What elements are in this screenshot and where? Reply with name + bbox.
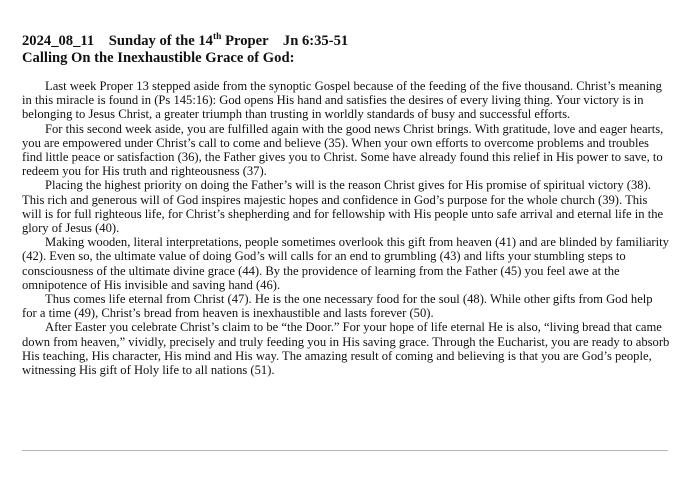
horizontal-divider [22,450,668,451]
liturgical-day-prefix: Sunday of the 14 [108,33,213,49]
sermon-date: 2024_08_11 [22,33,95,49]
document-title [22,33,670,50]
sermon-subtitle: Calling On the Inexhaustible Grace of God: [22,50,295,66]
ordinal-suffix: th [212,32,222,43]
liturgical-day [109,33,269,49]
paragraph-1: Last week Proper 13 stepped aside from the synoptic Gospel because of the feeding of the five thousand. Christ’s meaning in this miracle is found in (Ps 145:16): God opens His hand and satisfies the desires of every living thing. Your victory is in belonging to Jesus Christ, a greater triumph than trusting in worldly standards of busy and successful efforts. [22,79,662,122]
paragraph-2: For this second week aside, you are fulfilled again with the good news Christ brings. With gratitude, love and eager hearts, you are empowered under Christ’s call to come and believe (35). When your own efforts to overcome problems and troubles find little peace or satisfaction (36), the Father gives you to Christ. Some have already found this relief in His power to save, to redeem you for His truth and righteousness (37). [22,121,664,179]
scripture-reference: Jn 6:35-51 [282,33,349,49]
paragraph-6: After Easter you celebrate Christ’s claim to be “the Door.” For your hope of life eternal He is also, “living bread that came down from heaven,” vividly, precisely and truly feeding you in His saving grace. Through the Eucharist, you are ready to absorb His teaching, His character, His mind and His way. The amazing result of coming and believing is that you are God’s people, witnessing His gift of Holy life to all nations (51). [22,320,670,378]
proper-label: Proper [221,33,269,49]
paragraph-3: Placing the highest priority on doing the Father’s will is the reason Christ gives for His promise of spiritual victory (38). This rich and generous will of God inspires majestic hopes and confidence in God’s purpose for the whole church (39). This will is for full righteous life, for Christ’s shepherding and for fellowship with His people unto safe arrival and eternal life in the glory of Jesus (40). [22,178,664,236]
paragraph-5: Thus comes life eternal from Christ (47). He is the one necessary food for the soul (48). While other gifts from God help for a time (49), Christ’s bread from heaven is inexhaustible and lasts forever (50). [22,292,653,321]
document-page [22,33,670,377]
paragraph-4: Making wooden, literal interpretations, people sometimes overlook this gift from heaven (41) and are blinded by familiarity (42). Even so, the ultimate value of doing God’s will calls for an end to grumbling (43) and lifts your stumbling steps to consciousness of the ultimate divine grace (44). By the providence of learning from the Father (45) you feel awe at the omnipotence of His invisible and saving hand (46). [22,235,669,292]
sermon-body [22,79,670,377]
